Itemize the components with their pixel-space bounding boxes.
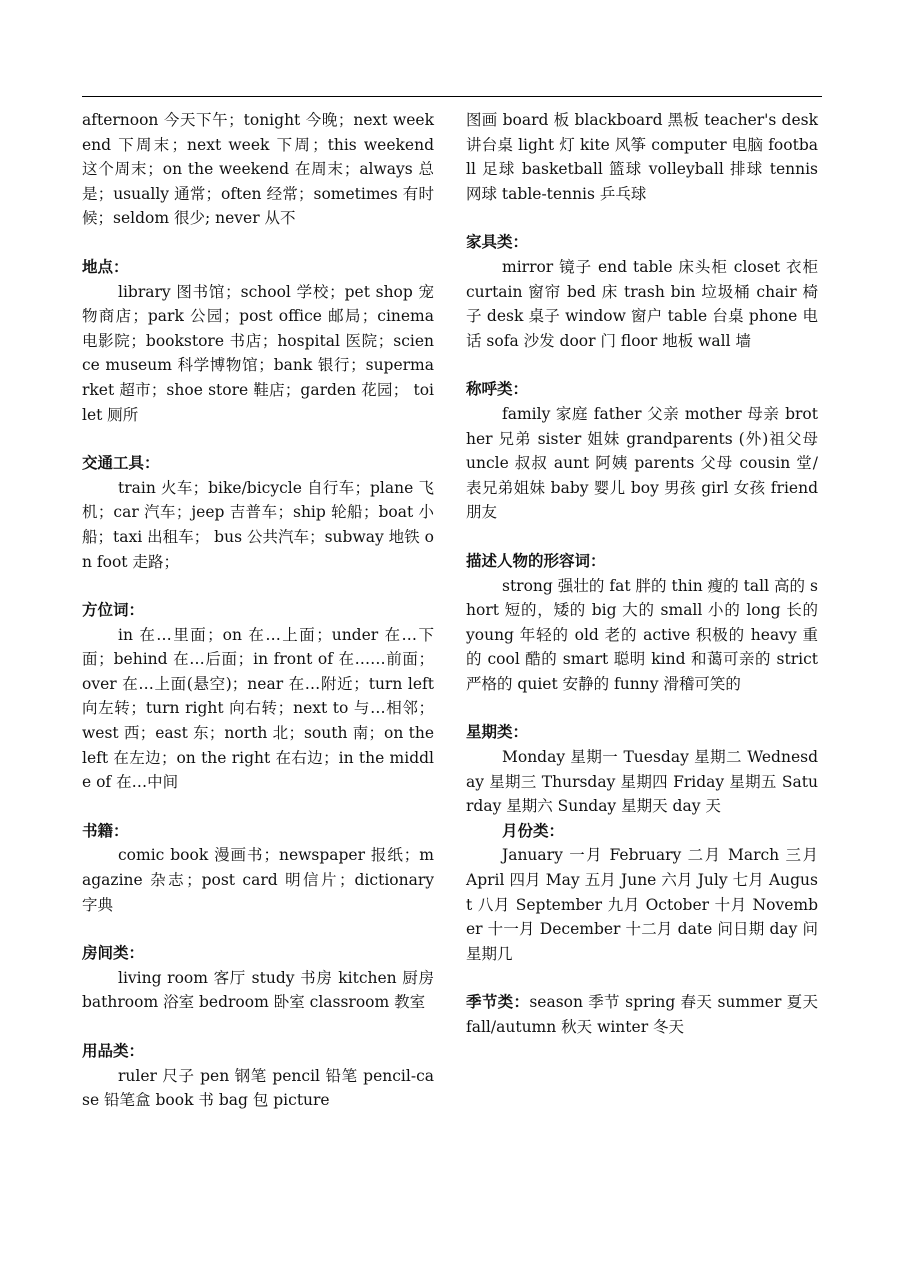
transport-text: train 火车；bike/bicycle 自行车；plane 飞机；car 汽车；jeep 吉普车；ship 轮船；boat 小船；taxi 出租车； bus 公共汽车；subway 地铁 on foot 走路； [82, 478, 434, 571]
section-adjectives [466, 549, 818, 697]
header-rule [82, 96, 822, 97]
furniture-text: mirror 镜子 end table 床头柜 closet 衣柜 curtain 窗帘 bed 床 trash bin 垃圾桶 chair 椅子 desk 桌子 window 窗户 table 台桌 phone 电话 sofa 沙发 door 门 floor 地板 wall 墙 [466, 257, 818, 350]
weekdays-heading: 星期类： [466, 722, 529, 742]
section-months [466, 819, 818, 967]
section-seasons [466, 990, 818, 1039]
adjectives-text: strong 强壮的 fat 胖的 thin 瘦的 tall 高的 short 短的，矮的 big 大的 small 小的 long 长的 young 年轻的 old 老的 active 积极的 heavy 重的 cool 酷的 smart 聪明 kind 和蔼可亲的 strict 严格的 quiet 安静的 funny 滑稽可笑的 [466, 576, 818, 693]
section-places [82, 255, 434, 427]
places-text: library 图书馆；school 学校；pet shop 宠物商店；park 公园；post office 邮局；cinema 电影院；bookstore 书店；hospital 医院；science museum 科学博物馆；bank 银行；supermarket 超市；shoe store 鞋店；garden 花园； toilet 厕所 [82, 282, 434, 424]
section-transport [82, 451, 434, 574]
rooms-text: living room 客厅 study 书房 kitchen 厨房 bathroom 浴室 bedroom 卧室 classroom 教室 [82, 968, 434, 1012]
rooms-heading: 房间类： [82, 943, 145, 963]
furniture-heading: 家具类： [466, 232, 529, 252]
months-text: January 一月 February 二月 March 三月 April 四月 May 五月 June 六月 July 七月 August 八月 September 九月 October 十月 November 十一月 December 十二月 date 问日期 day 问星期几 [466, 846, 818, 963]
prepositions-text: in 在…里面；on 在…上面；under 在…下面；behind 在…后面；in front of 在……前面；over 在…上面(悬空)；near 在…附近；turn left 向左转；turn right 向右转；next to 与…相邻；west 西；east 东；north 北；south 南；on the left 在左边；on the right 在右边；in the middle of 在…中间 [82, 625, 434, 792]
section-time [82, 108, 434, 231]
transport-heading: 交通工具： [82, 453, 160, 473]
seasons-line [466, 990, 818, 1039]
section-furniture [466, 230, 818, 353]
books-heading: 书籍： [82, 820, 129, 840]
section-weekdays [466, 720, 818, 818]
section-supplies-continued [466, 108, 818, 206]
section-prepositions [82, 598, 434, 795]
section-supplies [82, 1039, 434, 1113]
section-books [82, 819, 434, 917]
seasons-heading: 季节类： [466, 992, 530, 1012]
section-family [466, 377, 818, 525]
supplies-text: ruler 尺子 pen 钢笔 pencil 铅笔 pencil-case 铅笔盒 book 书 bag 包 picture [82, 1066, 434, 1110]
left-column [82, 108, 434, 1137]
right-column [466, 108, 818, 1064]
places-heading: 地点： [82, 256, 129, 276]
family-text: family 家庭 father 父亲 mother 母亲 brother 兄弟 sister 姐妹 grandparents (外)祖父母 uncle 叔叔 aunt 阿姨 parents 父母 cousin 堂/表兄弟姐妹 baby 婴儿 boy 男孩 girl 女孩 friend 朋友 [466, 404, 818, 522]
seasons-text: season 季节 spring 春天 summer 夏天 fall/autumn 秋天 winter 冬天 [466, 993, 818, 1036]
supplies-continued-text: 图画 board 板 blackboard 黑板 teacher's desk 讲台桌 light 灯 kite 风筝 computer 电脑 football 足球 basketball 篮球 volleyball 排球 tennis 网球 table-tennis 乒乓球 [466, 111, 818, 203]
time-words-text: afternoon 今天下午；tonight 今晚；next weekend 下周末；next week 下周；this weekend 这个周末；on the weekend 在周末；always 总是；usually 通常；often 经常；sometimes 有时候；seldom 很少; never 从不 [82, 111, 434, 228]
weekdays-text: Monday 星期一 Tuesday 星期二 Wednesday 星期三 Thursday 星期四 Friday 星期五 Saturday 星期六 Sunday 星期天 day 天 [466, 748, 818, 816]
family-heading: 称呼类： [466, 379, 529, 399]
supplies-heading: 用品类： [82, 1041, 145, 1060]
adjectives-heading: 描述人物的形容词： [466, 550, 606, 570]
section-rooms [82, 941, 434, 1015]
books-text: comic book 漫画书；newspaper 报纸；magazine 杂志；post card 明信片；dictionary 字典 [82, 846, 434, 914]
prepositions-heading: 方位词： [82, 600, 145, 620]
months-heading: 月份类： [502, 820, 565, 840]
